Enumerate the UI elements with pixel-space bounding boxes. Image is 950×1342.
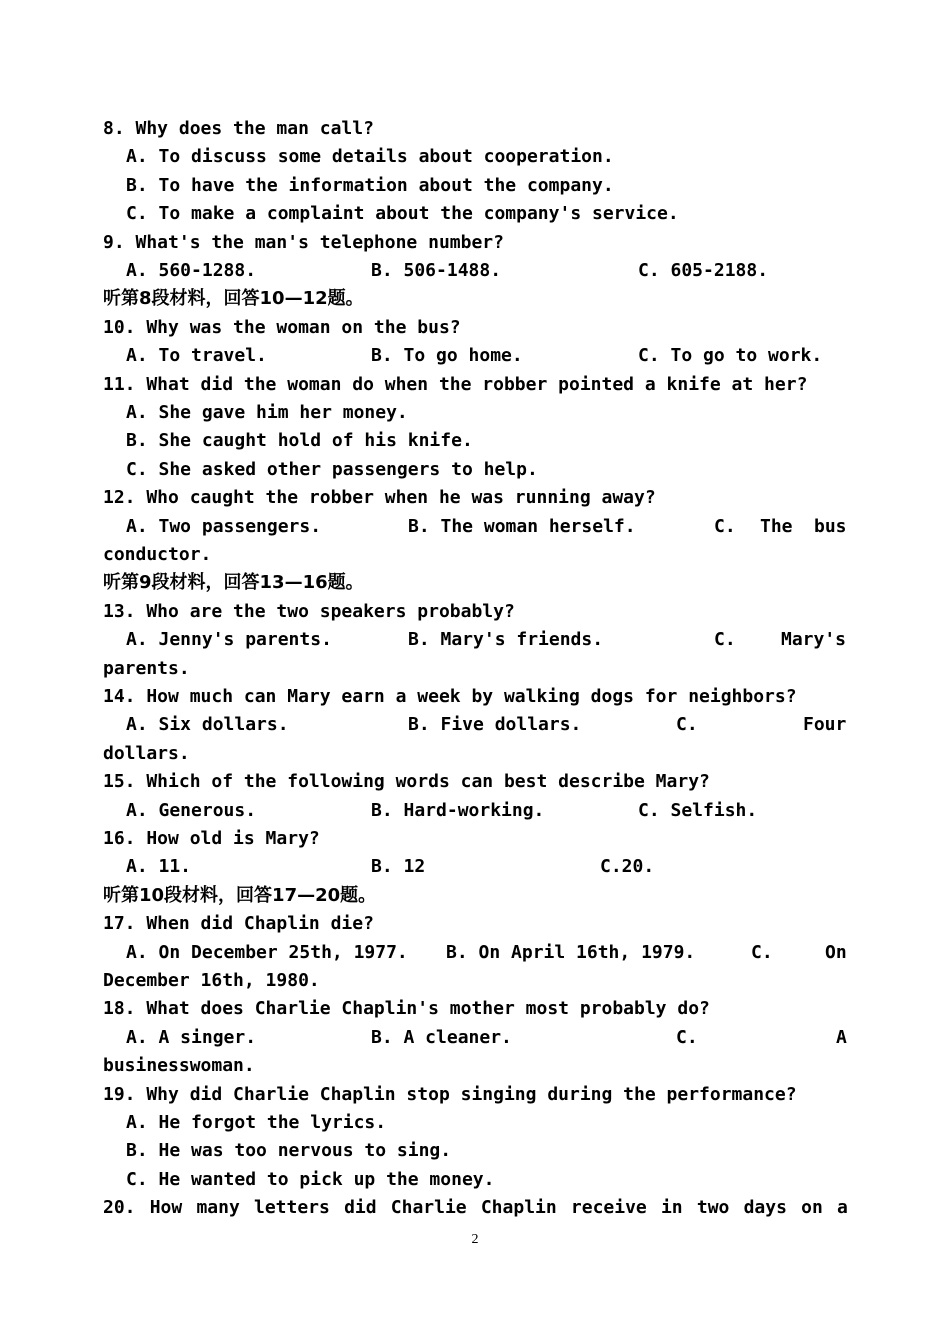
q20-word: How	[149, 1197, 183, 1218]
q15-option-b: B. Hard-working.	[371, 800, 545, 821]
q20-word: Chaplin	[480, 1197, 557, 1218]
q20-word: many	[196, 1197, 240, 1218]
question-14: 14. How much can Mary earn a week by walking dogs for neighbors?	[103, 686, 797, 707]
q20-word: 20.	[103, 1197, 136, 1218]
q20-word: on	[801, 1197, 823, 1218]
q16-option-c: C.20.	[600, 856, 655, 877]
q14-option-c-label: C.	[676, 714, 698, 735]
q13-options	[126, 626, 848, 654]
section-heading-9: 听第9段材料，回答13—16题。	[103, 572, 364, 593]
q20-word: two	[696, 1197, 730, 1218]
q12-option-b: B. The woman herself.	[408, 516, 636, 537]
q12-option-c-continued: conductor.	[103, 544, 212, 565]
question-19: 19. Why did Charlie Chaplin stop singing during the performance?	[103, 1084, 797, 1105]
q13-option-c-word1: Mary's	[781, 629, 847, 650]
q17-option-c-continued: December 16th, 1980.	[103, 970, 320, 991]
q12-option-c-word2: bus	[814, 516, 847, 537]
q20-word: in	[660, 1197, 683, 1218]
q18-option-b: B. A cleaner.	[371, 1027, 512, 1048]
q9-option-a: A. 560-1288.	[126, 260, 257, 281]
q20-word: days	[743, 1197, 787, 1218]
q17-options	[126, 939, 848, 967]
question-18: 18. What does Charlie Chaplin's mother most probably do?	[103, 998, 710, 1019]
q16-options	[126, 853, 871, 881]
q9-option-b: B. 506-1488.	[371, 260, 502, 281]
question-12: 12. Who caught the robber when he was running away?	[103, 487, 656, 508]
q13-option-a: A. Jenny's parents.	[126, 629, 332, 650]
q20-word: a	[837, 1197, 848, 1218]
q13-option-b: B. Mary's friends.	[408, 629, 604, 650]
question-15: 15. Which of the following words can best describe Mary?	[103, 771, 710, 792]
q18-options	[126, 1024, 848, 1052]
q8-option-c: C. To make a complaint about the company's service.	[126, 203, 679, 224]
q8-option-b: B. To have the information about the company.	[126, 175, 614, 196]
q11-option-c: C. She asked other passengers to help.	[126, 459, 538, 480]
q18-option-c-continued: businesswoman.	[103, 1055, 255, 1076]
q17-option-a: A. On December 25th, 1977.	[126, 942, 408, 963]
q17-option-b: B. On April 16th, 1979.	[446, 942, 696, 963]
q12-option-c-label: C.	[714, 516, 736, 537]
q9-option-c: C. 605-2188.	[638, 260, 769, 281]
q20-word: Charlie	[390, 1197, 467, 1218]
question-16: 16. How old is Mary?	[103, 828, 320, 849]
q18-option-c-word1: A	[836, 1027, 847, 1048]
q16-option-a: A. 11.	[126, 856, 192, 877]
q17-option-c-label: C.	[751, 942, 773, 963]
q14-option-c-word1: Four	[803, 714, 847, 735]
q14-option-c-continued: dollars.	[103, 743, 190, 764]
section-heading-8: 听第8段材料，回答10—12题。	[103, 288, 364, 309]
section-heading-10: 听第10段材料，回答17—20题。	[103, 885, 377, 906]
q10-options	[126, 342, 871, 370]
q18-option-a: A. A singer.	[126, 1027, 257, 1048]
q10-option-a: A. To travel.	[126, 345, 267, 366]
question-11: 11. What did the woman do when the robber pointed a knife at her?	[103, 374, 808, 395]
question-9: 9. What's the man's telephone number?	[103, 232, 504, 253]
question-20	[103, 1194, 848, 1222]
q20-word: receive	[570, 1197, 647, 1218]
q19-option-a: A. He forgot the lyrics.	[126, 1112, 387, 1133]
q12-options	[126, 513, 848, 541]
question-17: 17. When did Chaplin die?	[103, 913, 374, 934]
q16-option-b: B. 12	[371, 856, 426, 877]
q13-option-c-label: C.	[714, 629, 736, 650]
q17-option-c-word1: On	[825, 942, 847, 963]
q15-option-a: A. Generous.	[126, 800, 257, 821]
q12-option-a: A. Two passengers.	[126, 516, 322, 537]
q10-option-b: B. To go home.	[371, 345, 523, 366]
q14-option-b: B. Five dollars.	[408, 714, 582, 735]
q18-option-c-label: C.	[676, 1027, 698, 1048]
q15-options	[126, 797, 871, 825]
q9-options	[126, 257, 871, 285]
q15-option-c: C. Selfish.	[638, 800, 758, 821]
question-10: 10. Why was the woman on the bus?	[103, 317, 461, 338]
question-8: 8. Why does the man call?	[103, 118, 374, 139]
q14-option-a: A. Six dollars.	[126, 714, 289, 735]
q19-option-b: B. He was too nervous to sing.	[126, 1140, 452, 1161]
q13-option-c-continued: parents.	[103, 658, 190, 679]
question-13: 13. Who are the two speakers probably?	[103, 601, 515, 622]
q12-option-c-word1: The	[760, 516, 793, 537]
q19-option-c: C. He wanted to pick up the money.	[126, 1169, 495, 1190]
q20-word: letters	[254, 1197, 330, 1218]
q11-option-b: B. She caught hold of his knife.	[126, 430, 473, 451]
q11-option-a: A. She gave him her money.	[126, 402, 408, 423]
q8-option-a: A. To discuss some details about cooperation.	[126, 146, 614, 167]
q14-options	[126, 711, 848, 739]
q20-word: did	[344, 1197, 377, 1218]
page-number: 2	[471, 1232, 479, 1247]
q10-option-c: C. To go to work.	[638, 345, 823, 366]
